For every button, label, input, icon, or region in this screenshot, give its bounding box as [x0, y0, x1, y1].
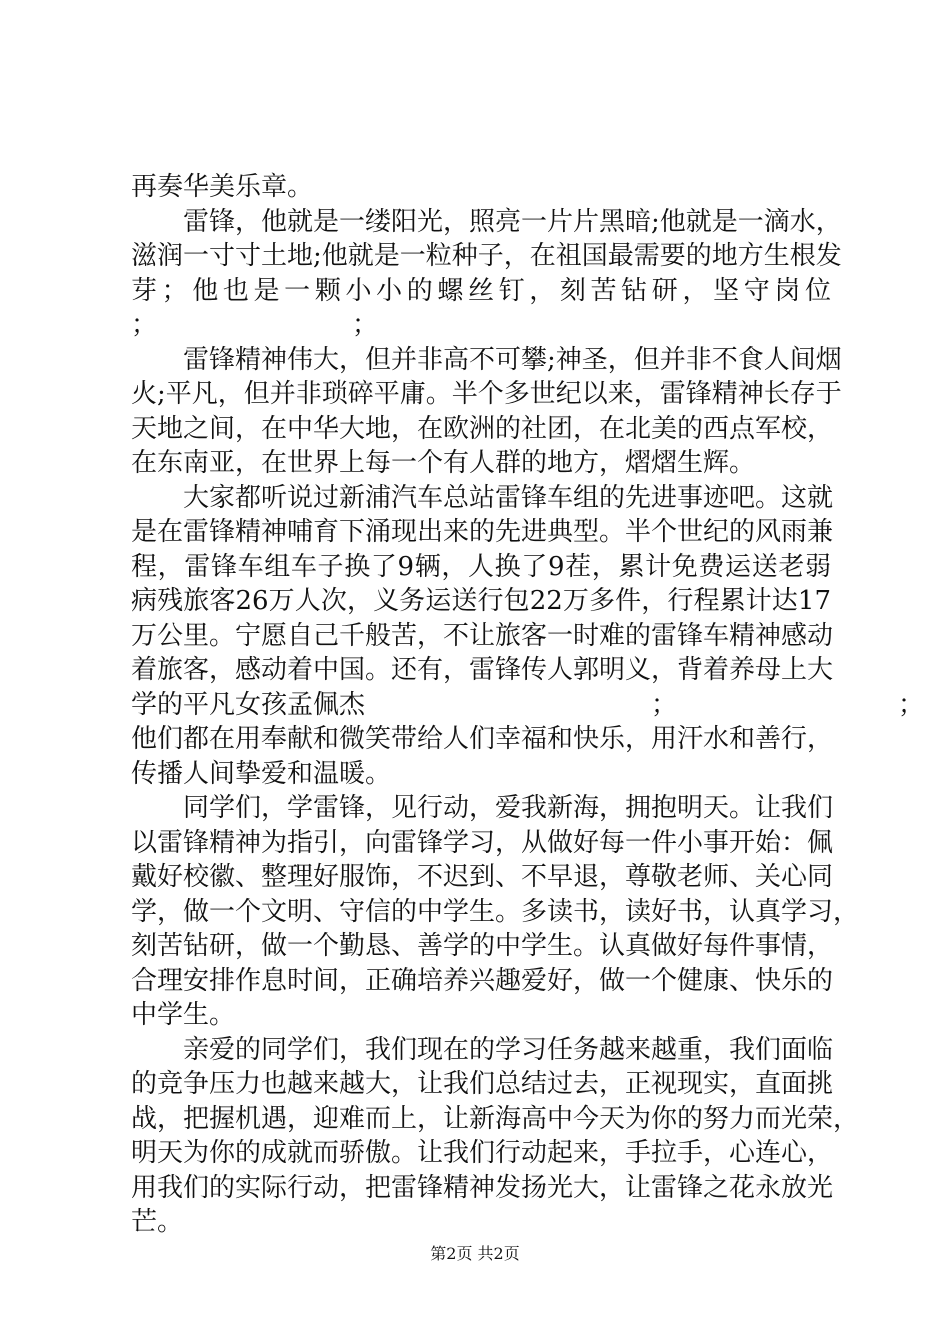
text-line: 他们都在用奉献和微笑带给人们幸福和快乐，用汗水和善行，: [131, 724, 834, 754]
text-line: 雷锋，他就是一缕阳光，照亮一片片黑暗;他就是一滴水，: [183, 206, 842, 237]
text-line: 是在雷锋精神哺育下涌现出来的先进典型。半个世纪的风雨兼: [131, 517, 834, 547]
text-line: 学的平凡女孩孟佩杰 ； ；: [131, 689, 925, 720]
text-line: 战，把握机遇，迎难而上，让新海高中今天为你的努力而光荣，: [131, 1103, 860, 1134]
text-line: 雷锋精神伟大，但并非高不可攀;神圣，但并非不食人间烟: [183, 344, 842, 375]
text-line: ； ；: [131, 310, 379, 340]
text-line: 大家都听说过新浦汽车总站雷锋车组的先进事迹吧。这就: [183, 482, 834, 513]
text-line: 芽；他也是一颗小小的螺丝钉，刻苦钻研，坚守岗位: [131, 275, 831, 306]
text-line: 万公里。宁愿自己千般苦，不让旅客一时难的雷锋车精神感动: [131, 620, 834, 651]
text-line: 以雷锋精神为指引，向雷锋学习，从做好每一件小事开始：佩: [131, 827, 834, 858]
text-line: 火;平凡，但并非琐碎平庸。半个多世纪以来，雷锋精神长存于: [131, 379, 842, 409]
text-line: 在东南亚，在世界上每一个有人群的地方，熠熠生辉。: [131, 448, 756, 478]
text-line: 戴好校徽、整理好服饰，不迟到、不早退，尊敬老师、关心同: [131, 862, 834, 892]
text-line: 病残旅客26万人次，义务运送行包22万多件，行程累计达17: [131, 586, 831, 616]
text-line: 着旅客，感动着中国。还有，雷锋传人郭明义，背着养母上大: [131, 655, 834, 685]
text-line: 中学生。: [131, 1000, 236, 1030]
text-line: 程，雷锋车组车子换了9辆，人换了9茬，累计免费运送老弱: [131, 551, 831, 582]
text-line: 再奏华美乐章。: [131, 172, 314, 202]
page-footer: 第2页 共2页: [430, 1244, 520, 1263]
text-line: 学，做一个文明、守信的中学生。多读书，读好书，认真学习，: [131, 896, 860, 927]
document-body: [131, 170, 925, 1240]
text-line: 传播人间挚爱和温暖。: [131, 758, 392, 789]
text-line: 合理安排作息时间，正确培养兴趣爱好，做一个健康、快乐的: [131, 965, 834, 996]
text-line: 芒。: [131, 1207, 184, 1237]
text-line: 天地之间，在中华大地，在欧洲的社团，在北美的西点军校，: [131, 413, 834, 444]
text-line: 同学们，学雷锋，见行动，爱我新海，拥抱明天。让我们: [183, 793, 834, 823]
text-line: 用我们的实际行动，把雷锋精神发扬光大，让雷锋之花永放光: [131, 1172, 834, 1203]
text-line: 滋润一寸寸土地;他就是一粒种子，在祖国最需要的地方生根发: [131, 241, 842, 271]
text-line: 亲爱的同学们，我们现在的学习任务越来越重，我们面临: [183, 1034, 834, 1065]
text-line: 的竞争压力也越来越大，让我们总结过去，正视现实，直面挑: [131, 1069, 834, 1099]
text-line: 刻苦钻研，做一个勤恳、善学的中学生。认真做好每件事情，: [131, 931, 834, 961]
text-line: 明天为你的成就而骄傲。让我们行动起来，手拉手，心连心，: [131, 1138, 834, 1168]
